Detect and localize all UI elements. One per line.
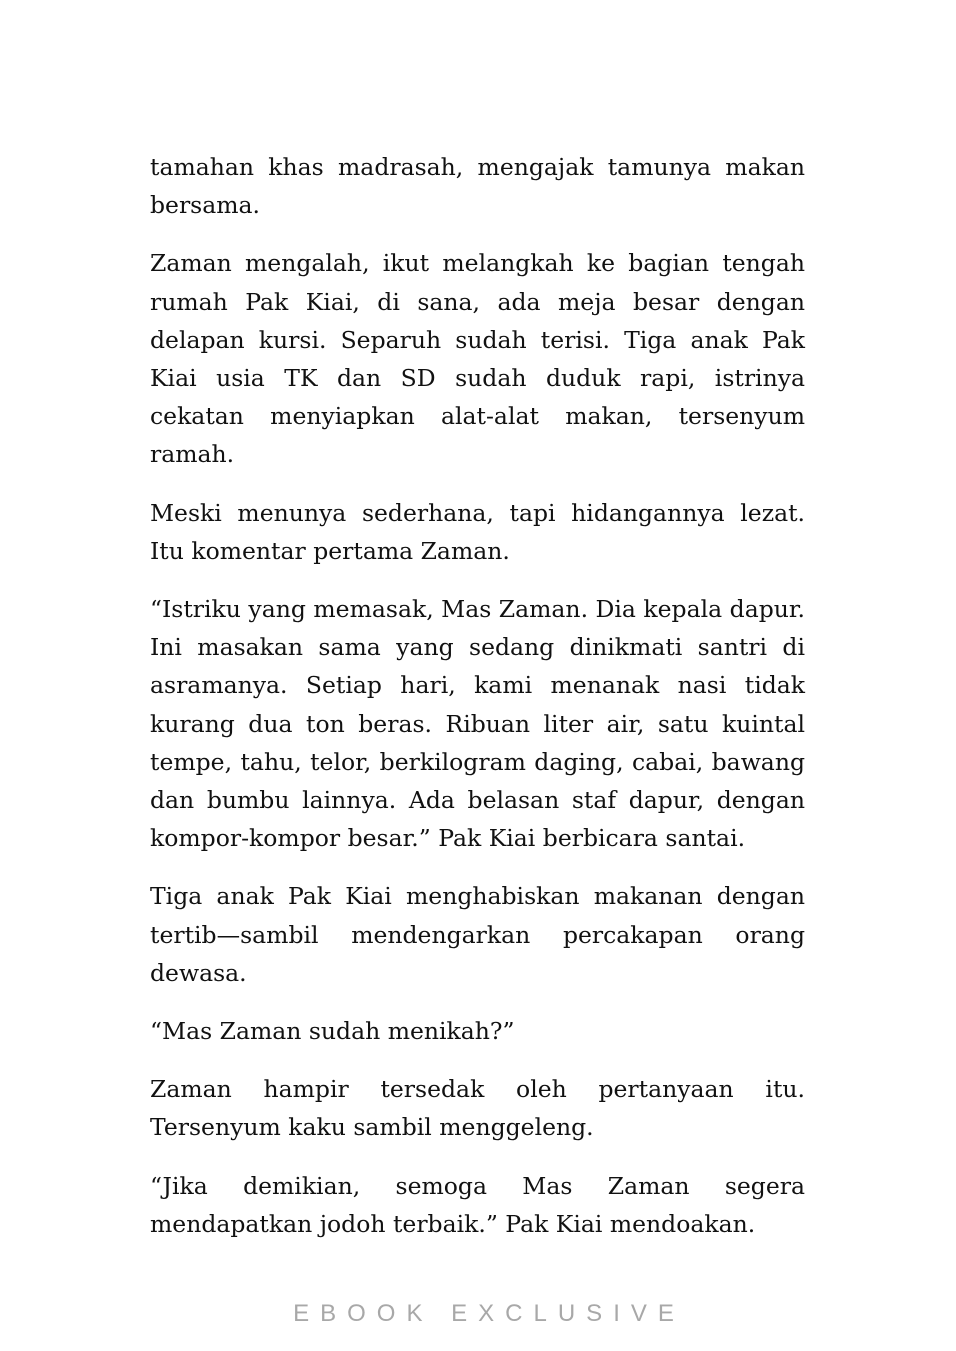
paragraph: Zaman mengalah, ikut melangkah ke bagian tengah rumah Pak Kiai, di sana, ada meja besar dengan delapan kursi. Separuh sudah terisi. Tiga anak Pak Kiai usia TK dan SD sudah duduk rapi, istrinya cekatan menyiapkan alat-alat makan, tersenyum ramah. xyxy=(150,249,805,469)
paragraph: “Istriku yang memasak, Mas Zaman. Dia kepala dapur. Ini masakan sama yang sedang dinikmati santri di asramanya. Setiap hari, kami menanak nasi tidak kurang dua ton beras. Ribuan liter air, satu kuintal tempe, tahu, telor, berkilogram daging, cabai, bawang dan bumbu lainnya. Ada belasan staf dapur, dengan kompor-kompor besar.” Pak Kiai berbicara santai. xyxy=(150,595,805,853)
paragraph: Zaman hampir tersedak oleh pertanyaan itu. Tersenyum kaku sambil menggeleng. xyxy=(150,1075,805,1142)
paragraph: “Mas Zaman sudah menikah?” xyxy=(150,1017,515,1046)
page-footer-label: EBOOK EXCLUSIVE xyxy=(293,1300,685,1327)
page-body xyxy=(150,148,805,1263)
paragraph: tamahan khas madrasah, mengajak tamunya makan bersama. xyxy=(150,153,805,220)
paragraph: Tiga anak Pak Kiai menghabiskan makanan dengan tertib—sambil mendengarkan percakapan orang dewasa. xyxy=(150,882,805,987)
paragraph: “Jika demikian, semoga Mas Zaman segera mendapatkan jodoh terbaik.” Pak Kiai mendoakan. xyxy=(150,1171,805,1238)
paragraph: Meski menunya sederhana, tapi hidangannya lezat. Itu komentar pertama Zaman. xyxy=(150,498,805,565)
